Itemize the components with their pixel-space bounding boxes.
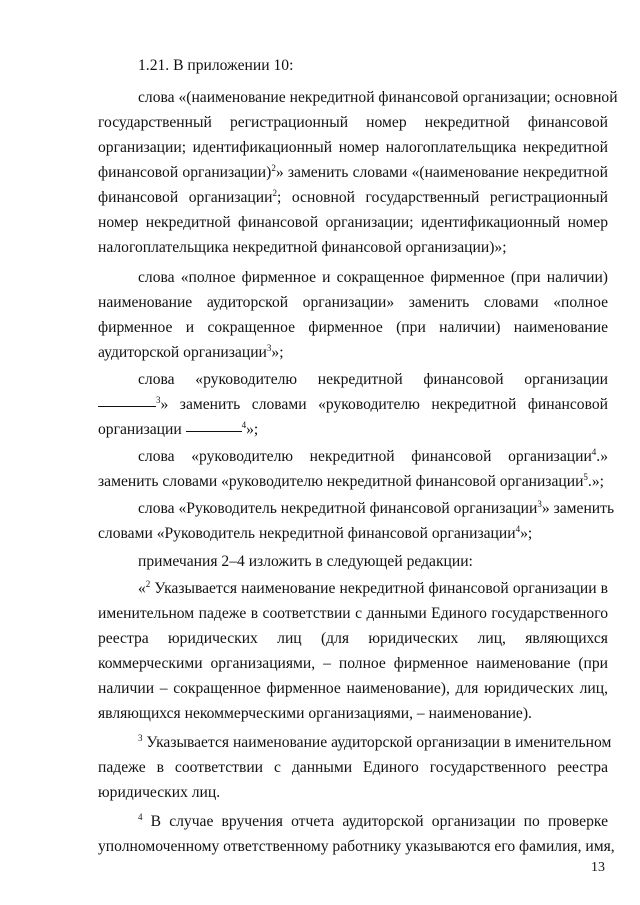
p7-line-2: именительном падеже в соответствии с данными Единого государственного — [98, 605, 608, 622]
p4-line-1: слова «руководителю некредитной финансовой организации$^4$.» — [138, 447, 608, 465]
p2-line-2: наименование аудиторской организации» заменить словами «полное — [98, 294, 608, 311]
p2-line-4: аудиторской организации$^3$»; — [98, 343, 284, 361]
p1-line-2: государственный регистрационный номер некредитной финансовой — [98, 114, 608, 131]
p5-line-2: словами «Руководитель некредитной финансовой организации$^4$»; — [98, 524, 533, 542]
blank-field-1 — [98, 405, 156, 407]
page-number: 13 — [591, 860, 605, 875]
p2-line-1: слова «полное фирменное и сокращенное фирменное (при наличии) — [138, 269, 608, 286]
p8-line-1: $^3$ Указывается наименование аудиторской организации в именительном — [138, 733, 612, 751]
p3-line-1: слова «руководителю некредитной финансовой организации — [138, 371, 608, 388]
p7-line-1: «$^2$ Указывается наименование некредитной финансовой организации в — [138, 579, 608, 597]
p2-line-3: фирменное и сокращенное фирменное (при наличии) наименование — [98, 319, 608, 336]
blank-field-2 — [186, 430, 242, 432]
p1-line-1: слова «(наименование некредитной финансовой организации; основной — [138, 89, 618, 106]
p8-line-2: падеже в соответствии с данными Единого государственного реестра — [98, 759, 608, 776]
p4-line-2: заменить словами «руководителю некредитной финансовой организации$^5$.»; — [98, 472, 604, 490]
p7-line-4: коммерческими организациями, – полное фирменное наименование (при — [98, 655, 608, 672]
p6-line-1: примечания 2–4 изложить в следующей редакции: — [138, 553, 473, 570]
p1-line-6: номер некредитной финансовой организации; идентификационный номер — [98, 214, 608, 231]
p1-line-3: организации; идентификационный номер налогоплательщика некредитной — [98, 139, 608, 156]
p9-line-1: $^4$ В случае вручения отчета аудиторской организации по проверке — [138, 812, 608, 830]
p7-line-6: являющихся некоммерческими организациями, – наименование). — [98, 705, 532, 722]
section-heading: 1.21. В приложении 10: — [138, 57, 294, 74]
p1-line-5: финансовой организации$^2$; основной государственный регистрационный — [98, 188, 609, 206]
p1-line-7: налогоплательщика некредитной финансовой организации)»; — [98, 239, 507, 256]
p7-line-5: наличии – сокращенное фирменное наименование), для юридических лиц, — [98, 680, 608, 697]
p9-line-2: уполномоченному ответственному работнику указываются его фамилия, имя, — [98, 838, 615, 855]
p5-line-1: слова «Руководитель некредитной финансовой организации$^3$» заменить — [138, 499, 615, 517]
p3-line-3: организации $^4$»; — [98, 420, 259, 438]
p8-line-3: юридических лиц. — [98, 784, 221, 801]
p7-line-3: реестра юридических лиц (для юридических лиц, являющихся — [98, 630, 608, 647]
p1-line-4: финансовой организации)$^2$» заменить словами «(наименование некредитной — [98, 163, 608, 181]
p3-line-2: $^3$» заменить словами «руководителю некредитной финансовой — [98, 395, 608, 415]
